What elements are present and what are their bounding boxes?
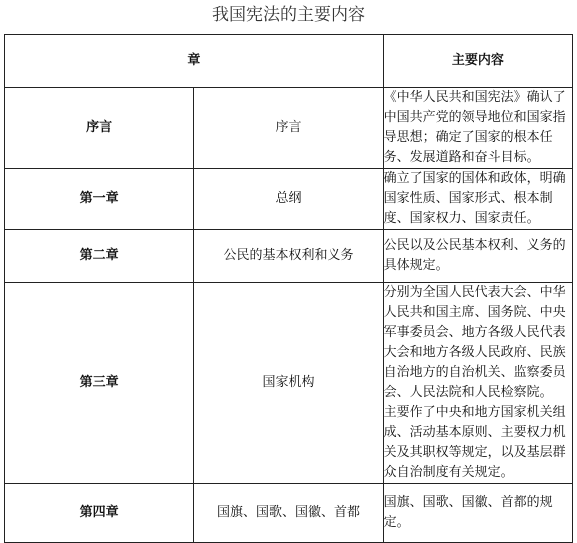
chapter-name: 总纲 [194,169,383,230]
chapter-number: 序言 [5,88,194,169]
chapter-number: 第三章 [5,283,194,484]
chapter-content: 公民以及公民基本权利、义务的具体规定。 [383,230,572,283]
header-chapter: 章 [5,35,384,88]
chapter-content: 确立了国家的国体和政体，明确国家性质、国家形式、根本制度、国家权力、国家责任。 [383,169,572,230]
constitution-table [4,34,573,543]
table-row [5,88,573,169]
chapter-content: 《中华人民共和国宪法》确认了中国共产党的领导地位和国家指导思想；确定了国家的根本任务、发展道路和奋斗目标。 [383,88,572,169]
chapter-content: 国旗、国歌、国徽、首都的规定。 [383,484,572,543]
table-header-row [5,35,573,88]
chapter-number: 第二章 [5,230,194,283]
chapter-name: 国旗、国歌、国徽、首都 [194,484,383,543]
chapter-content-para-1: 分别为全国人民代表大会、中华人民共和国主席、国务院、中央军事委员会、地方各级人民代表大会和地方各级人民政府、民族自治地方的自治机关、监察委员会、人民法院和人民检察院。 [383,285,566,400]
table-row [5,230,573,283]
chapter-name: 国家机构 [194,283,383,484]
chapter-number: 第一章 [5,169,194,230]
page-title: 我国宪法的主要内容 [212,5,365,25]
chapter-content-para-2: 主要作了中央和地方国家机关组成、活动基本原则、主要权力机关及其职权等规定，以及基层群众自治制度有关规定。 [383,405,566,480]
header-content: 主要内容 [383,35,572,88]
table-row [5,283,573,484]
chapter-name: 公民的基本权利和义务 [194,230,383,283]
chapter-number: 第四章 [5,484,194,543]
chapter-content [383,283,572,484]
table-row [5,169,573,230]
table-row [5,484,573,543]
chapter-name: 序言 [194,88,383,169]
